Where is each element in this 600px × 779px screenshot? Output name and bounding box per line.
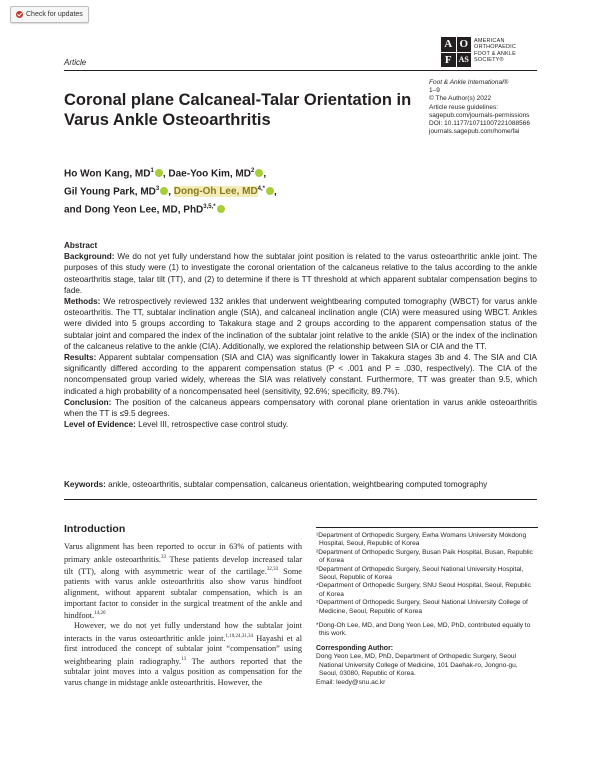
orcid-icon[interactable]: [266, 187, 274, 195]
keywords-rule: [64, 499, 537, 500]
orcid-icon[interactable]: [160, 187, 168, 195]
article-title: Coronal plane Calcaneal-Talar Orientation in Varus Ankle Osteoarthritis: [64, 91, 412, 129]
author-name[interactable]: Ho Won Kang, MD: [64, 168, 151, 180]
abstract-results: Apparent subtalar compensation (SIA and CIA) was significantly lower in Takakura stages 3b and 4. The SIA and CIA significantly differed according to the apparent compensation status (P < .001 and P = .030, respectively). The CIA of the noncompensated group varied widely, whereas the SIA was relatively constant. Furthermore, TT was greater than 9.5, which indicated a high probability of a noncompensated heel (sensitivity, 92.6%; specificity, 89.7%).: [64, 353, 537, 396]
introduction-heading: Introduction: [64, 523, 126, 535]
aofas-logo: [441, 37, 516, 67]
level-of-evidence: Level III, retrospective case control study.: [135, 420, 289, 430]
orcid-icon[interactable]: [217, 205, 225, 213]
orcid-icon[interactable]: [155, 169, 163, 177]
aofas-logo-mark: A O F AS: [441, 37, 471, 67]
abstract-conclusion: The position of the calcaneus appears compensatory with coronal plane orientation in varus ankle osteoarthritis when the TT is ≤9.5 degrees.: [64, 397, 537, 419]
article-type-label: Article: [64, 58, 87, 67]
affiliation: ⁵Department of Orthopedic Surgery, Seoul National University College of Medicine, Seoul, Republic of Korea: [316, 599, 528, 615]
footnote-rule: [316, 527, 538, 528]
copyright: © The Author(s) 2022: [429, 95, 492, 103]
author-name[interactable]: and Dong Yeon Lee, MD, PhD: [64, 203, 204, 215]
permissions-link[interactable]: sagepub.com/journals-permissions: [429, 111, 530, 119]
introduction-body: Varus alignment has been reported to occur in 63% of patients with primary ankle osteoarthritis.$^{33}$ These patients develop increased talar tilt (TT), along with asymmetric wear of the cartilage.$^{32,33}$ Some patients with varus ankle osteoarthritis also show varus hindfoot alignment, without apparent subtalar compensation, which is an important factor to consider in the surgical treatment of the ankle and hindfoot.$^{14,20}$ However, we do not yet fully understand how the subtalar joint interacts in the varus osteoarthritic ankle joint.$^{1,10,24,31,34}$ Hayashi et al first introduced the concept of subtalar joint “compensation” using weightbearing plain radiography.$^{13}$ The authors reported that the subtalar joint moves into a valgus position as compensation for the varus change in midstage ankle osteoarthritis. However, the: [64, 542, 303, 687]
author-name-highlighted[interactable]: Dong-Oh Lee, MD: [173, 186, 258, 198]
abstract: Abstract Background: We do not yet fully understand how the subtalar joint position is related to the varus osteoarthritic ankle joint. The purposes of this study were (1) to investigate the coronal orientation of the calcaneus relative to the talus according to the ankle osteoarthritis stage, talar tilt (TT), and (2) to determine if there is TT threshold at which apparent subtalar compensation begins to fade. Methods: We retrospectively reviewed 132 ankles that underwent weightbearing computed tomography (WBCT) for varus ankle osteoarthritis. The TT, subtalar inclination angle (SIA), and calcaneal inclination angle (CIA) were measured using WBCT. Ankles were divided into 5 groups according to Takakura stage and 2 groups according to the apparent compensation status of the subtalar joint and compared the index of the inclination of the subtalar joint relative to the ankle (SIA) or the index of the inclination of the calcaneus relative to the ankle (CIA). Additionally, we explored the relationship between SIA or CIA and the TT. Results: Apparent subtalar compensation (SIA and CIA) was significantly lower in Takakura stages 3b and 4. The SIA and CIA significantly differed according to the apparent compensation status (P < .001 and P = .030, respectively). The CIA of the noncompensated group varied widely, whereas the SIA was relatively constant. Furthermore, TT was greater than 9.5, which indicated a high probability of a noncompensated heel (sensitivity, 92.6%; specificity, 89.7%). Conclusion: The position of the calcaneus appears compensatory with coronal plane orientation in varus ankle osteoarthritis when the TT is ≤9.5 degrees. Level of Evidence: Level III, retrospective case control study.: [64, 241, 537, 430]
check-for-updates-label: Check for updates: [26, 11, 83, 18]
corresponding-author-label: Corresponding Author:: [316, 644, 394, 652]
check-for-updates-button[interactable]: [10, 6, 89, 23]
author-name[interactable]: Gil Young Park, MD: [64, 186, 156, 198]
journal-name: Foot & Ankle International®: [429, 79, 509, 86]
abstract-methods: We retrospectively reviewed 132 ankles that underwent weightbearing computed tomography (WBCT) for varus ankle osteoarthritis. The TT, subtalar inclination angle (SIA), and calcaneal inclination angle (CIA) were measured using WBCT. Ankles were divided into 5 groups according to Takakura stage and 2 groups according to the apparent compensation status of the subtalar joint and compared the index of the inclination of the subtalar joint relative to the ankle (SIA) or the index of the inclination of the calcaneus relative to the ankle (CIA). Additionally, we explored the relationship between SIA or CIA and the TT.: [64, 297, 537, 351]
abstract-background: We do not yet fully understand how the subtalar joint position is related to the varus osteoarthritic ankle joint. The purposes of this study were (1) to investigate the coronal orientation of the calcaneus relative to the talus according to the ankle osteoarthritis stage, talar tilt (TT), and (2) to determine if there is TT threshold at which apparent subtalar compensation begins to fade.: [64, 252, 537, 295]
affiliation: ¹Department of Orthopedic Surgery, Ewha Womans University Mokdong Hospital, Seoul, Republic of Korea: [316, 532, 527, 548]
affiliations-footnote: [316, 527, 538, 687]
corresponding-author-address: Dong Yeon Lee, MD, PhD, Department of Orthopedic Surgery, Seoul National University College of Medicine, 101 Daehak-ro, Jongno-gu, Seoul, 03080, Republic of Korea.: [316, 653, 518, 678]
author-name[interactable]: Dae-Yoo Kim, MD: [168, 168, 251, 180]
affiliation: ⁴Department of Orthopedic Surgery, SNU Seoul Hospital, Seoul, Republic of Korea: [316, 582, 531, 598]
reuse-guidelines-label: Article reuse guidelines:: [429, 103, 499, 111]
doi[interactable]: DOI: 10.1177/10711007221088566: [429, 120, 530, 128]
journal-home-link[interactable]: journals.sagepub.com/home/fai: [429, 128, 520, 136]
abstract-heading: Abstract: [64, 241, 98, 250]
aofas-logo-text: AMERICAN ORTHOPAEDIC FOOT & ANKLE SOCIETY®: [474, 38, 517, 63]
journal-info: [429, 79, 559, 136]
equal-contribution-note: *Dong-Oh Lee, MD, and Dong Yeon Lee, MD, PhD, contributed equally to this work.: [316, 622, 531, 638]
author-list: Ho Won Kang, $MD^1$ , Dae-Yoo Kim, $MD^2$ , Gil Young Park, $MD^3$ , Dong-Oh Lee, $MD^{4,*}$ , and Dong Yeon Lee, MD, PhD$^{3,5,*}$: [64, 168, 277, 215]
affiliation: ²Department of Orthopedic Surgery, Busan Paik Hospital, Busan, Republic of Korea: [316, 548, 533, 565]
page-range: 1–9: [429, 87, 440, 95]
header-rule: [64, 70, 537, 71]
affiliation: ³Department of Orthopedic Surgery, Seoul National University Hospital, Seoul, Republic of Korea: [316, 565, 524, 582]
keywords: Keywords: ankle, osteoarthritis, subtalar compensation, calcaneus orientation, weightbearing computed tomography: [64, 480, 488, 489]
corresponding-author-email[interactable]: Email: leedy@snu.ac.kr: [316, 678, 386, 686]
orcid-icon[interactable]: [255, 169, 263, 177]
check-icon: [16, 11, 23, 18]
